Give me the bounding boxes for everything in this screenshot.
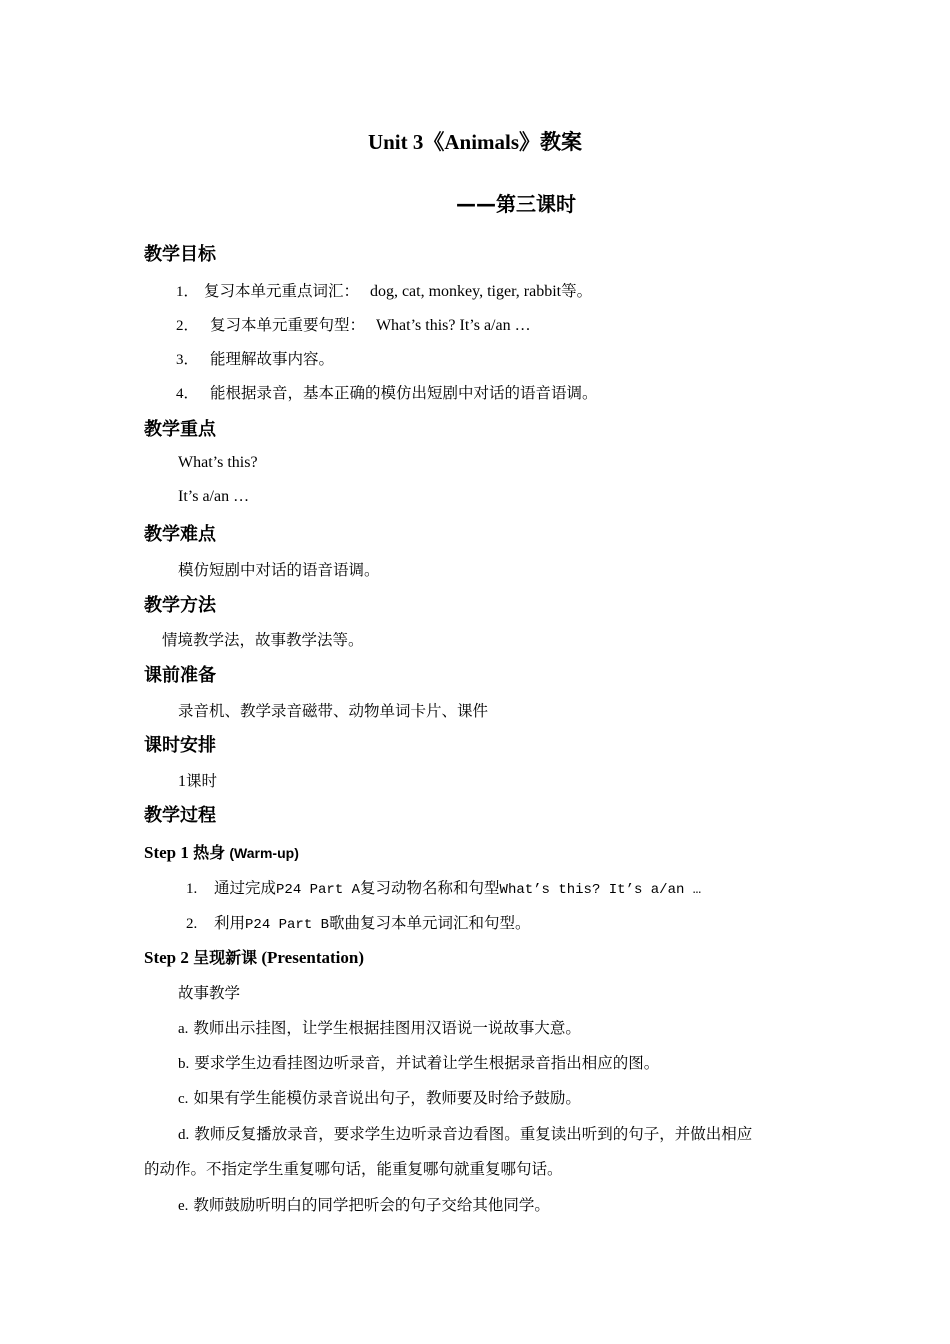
objective-item-4: [176, 381, 598, 403]
item-text-c: 复习动物名称和句型: [360, 879, 500, 897]
item-letter: a.: [178, 1021, 189, 1037]
item-text: 教师出示挂图，让学生根据挂图用汉语说一说故事大意。: [193, 1019, 581, 1037]
schedule-number: 1: [178, 773, 186, 790]
step-label: Step 2: [144, 948, 189, 967]
step-2-item-e: [178, 1193, 550, 1215]
step-title-en: (Warm-up): [229, 845, 299, 861]
step-title-cn: 呈现新课: [193, 948, 258, 967]
item-number: 1.: [186, 881, 198, 897]
step-2-item-a: [178, 1016, 581, 1038]
heading-preparation: 课前准备: [144, 665, 216, 686]
item-number: 1．: [176, 284, 199, 300]
item-number: 2.: [186, 916, 198, 932]
item-text-b: P24 Part A: [276, 882, 361, 898]
item-tail: 等。: [561, 282, 593, 300]
item-text-c: 歌曲复习本单元词汇和句型。: [329, 914, 531, 932]
step-2-item-b: [178, 1051, 659, 1073]
preparation-text: 录音机、教学录音磁带、动物单词卡片、课件: [178, 702, 489, 720]
document-subtitle: ——第三课时: [456, 192, 576, 216]
item-text-b: P24 Part B: [245, 917, 330, 933]
item-text: 能理解故事内容。: [210, 350, 335, 368]
objective-item-1: [176, 279, 592, 301]
item-number: 3．: [176, 352, 199, 368]
item-english: dog, cat, monkey, tiger, rabbit: [369, 283, 562, 300]
item-text: 教师反复播放录音，要求学生边听录音边看图。重复读出听到的句子，并做出相应: [194, 1125, 753, 1143]
item-text: 复习本单元重要句型：: [210, 316, 366, 334]
heading-process: 教学过程: [144, 805, 216, 826]
item-text: 教师鼓励听明白的同学把听会的句子交给其他同学。: [193, 1196, 550, 1214]
item-text: 能根据录音，基本正确的模仿出短剧中对话的语音语调。: [210, 384, 598, 402]
item-letter: c.: [178, 1091, 189, 1107]
objective-item-2: [176, 313, 531, 335]
item-number: 4．: [176, 386, 199, 402]
heading-methods: 教学方法: [144, 595, 216, 616]
methods-text: 情境教学法，故事教学法等。: [162, 631, 364, 649]
step-1-item-1: [186, 876, 701, 898]
item-text-a: 利用: [214, 914, 246, 932]
schedule-unit: 课时: [186, 772, 218, 790]
item-text-d: What’s this? It’s a/an …: [499, 882, 702, 898]
item-text: 如果有学生能模仿录音说出句子，教师要及时给予鼓励。: [193, 1089, 581, 1107]
step-title-cn: 热身: [193, 843, 226, 862]
item-text-a: 通过完成: [214, 879, 277, 897]
step-1-item-2: [186, 911, 531, 933]
item-letter: d.: [178, 1127, 190, 1143]
step-2-intro: 故事教学: [178, 984, 241, 1002]
heading-key-points: 教学重点: [144, 419, 216, 440]
step-2-item-d-continued: 的动作。不指定学生重复哪句话，能重复哪句就重复哪句话。: [144, 1160, 563, 1178]
key-point-line-1: What’s this?: [178, 454, 258, 471]
item-number: 2．: [176, 318, 199, 334]
heading-schedule: 课时安排: [144, 735, 216, 756]
step-title-en: (Presentation): [261, 948, 364, 967]
item-letter: e.: [178, 1198, 189, 1214]
item-text: 要求学生边看挂图边听录音，并试着让学生根据录音指出相应的图。: [194, 1054, 660, 1072]
step-1-heading: [144, 840, 299, 863]
difficulties-text: 模仿短剧中对话的语音语调。: [178, 561, 380, 579]
key-point-line-2: It’s a/an …: [178, 488, 250, 505]
heading-objectives: 教学目标: [144, 244, 216, 265]
item-english: What’s this? It’s a/an …: [375, 317, 531, 334]
step-2-item-d: [178, 1122, 752, 1144]
step-2-item-c: [178, 1086, 581, 1108]
item-letter: b.: [178, 1056, 190, 1072]
step-label: Step 1: [144, 843, 189, 862]
item-text: 复习本单元重点词汇：: [204, 282, 360, 300]
objective-item-3: [176, 347, 334, 369]
heading-difficulties: 教学难点: [144, 524, 216, 545]
schedule-text: [178, 769, 217, 791]
step-2-heading: [144, 945, 364, 968]
document-title: Unit 3《Animals》教案: [367, 130, 583, 154]
